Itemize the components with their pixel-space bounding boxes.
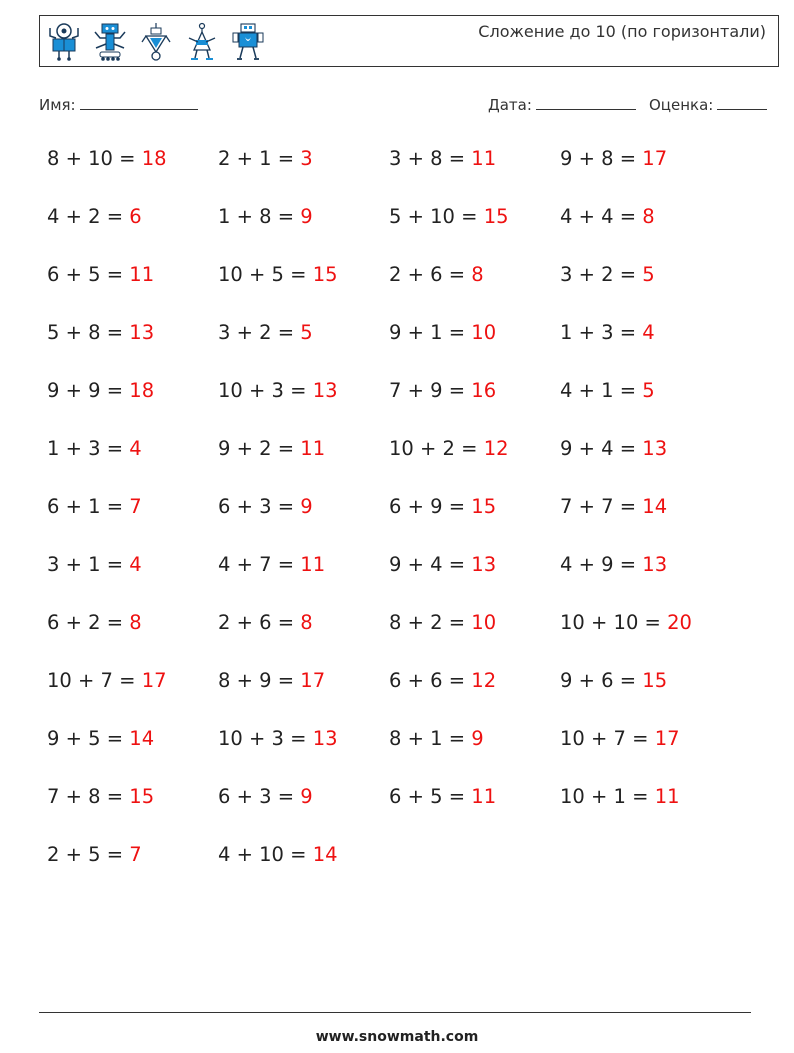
problem-question: 10 + 10 = xyxy=(560,611,661,634)
problem-item xyxy=(389,608,560,638)
problem-answer: 14 xyxy=(312,843,338,866)
problem-answer: 7 xyxy=(129,495,142,518)
problem-answer: 8 xyxy=(642,205,655,228)
problem-item xyxy=(560,666,731,696)
problem-answer: 11 xyxy=(471,147,497,170)
problem-row xyxy=(47,666,747,724)
problem-answer: 17 xyxy=(300,669,326,692)
problem-item xyxy=(218,724,389,754)
problem-item xyxy=(47,318,218,348)
problem-item xyxy=(47,782,218,812)
problem-question: 4 + 1 = xyxy=(560,379,637,402)
problem-row xyxy=(47,260,747,318)
problem-answer: 9 xyxy=(471,727,484,750)
problem-item xyxy=(389,376,560,406)
problem-item xyxy=(47,144,218,174)
problem-row xyxy=(47,202,747,260)
problem-question: 3 + 1 = xyxy=(47,553,124,576)
problem-item xyxy=(389,260,560,290)
problem-item xyxy=(47,724,218,754)
problem-question: 10 + 3 = xyxy=(218,379,307,402)
problem-answer: 14 xyxy=(642,495,668,518)
problem-item xyxy=(218,376,389,406)
problem-item xyxy=(218,144,389,174)
problem-question: 6 + 3 = xyxy=(218,495,295,518)
problem-item xyxy=(218,260,389,290)
problem-answer: 14 xyxy=(129,727,155,750)
problem-answer: 12 xyxy=(483,437,509,460)
problem-answer: 15 xyxy=(471,495,497,518)
problem-question: 10 + 2 = xyxy=(389,437,478,460)
problem-row xyxy=(47,550,747,608)
problem-item xyxy=(560,492,731,522)
problem-answer: 13 xyxy=(312,727,338,750)
problem-answer: 5 xyxy=(642,379,655,402)
problem-answer: 8 xyxy=(129,611,142,634)
problem-row xyxy=(47,434,747,492)
problem-question: 2 + 1 = xyxy=(218,147,295,170)
problem-question: 8 + 9 = xyxy=(218,669,295,692)
problem-row xyxy=(47,492,747,550)
problem-item xyxy=(560,550,731,580)
problem-answer: 8 xyxy=(300,611,313,634)
problem-row xyxy=(47,376,747,434)
problem-item xyxy=(47,202,218,232)
score-label: Оценка: xyxy=(649,96,714,114)
problem-question: 1 + 8 = xyxy=(218,205,295,228)
problem-item xyxy=(560,144,731,174)
problem-answer: 13 xyxy=(471,553,497,576)
problem-answer: 13 xyxy=(642,437,668,460)
problem-answer: 16 xyxy=(471,379,497,402)
problem-row xyxy=(47,782,747,840)
problem-answer: 9 xyxy=(300,205,313,228)
problem-answer: 5 xyxy=(300,321,313,344)
problem-item xyxy=(47,260,218,290)
problem-item xyxy=(560,260,731,290)
problem-answer: 10 xyxy=(471,611,497,634)
problem-answer: 17 xyxy=(642,147,668,170)
problem-row xyxy=(47,608,747,666)
problem-question: 4 + 10 = xyxy=(218,843,307,866)
score-field xyxy=(649,95,767,114)
problem-item xyxy=(389,318,560,348)
footer-url: www.snowmath.com xyxy=(315,1029,479,1045)
problem-item xyxy=(389,666,560,696)
problem-item xyxy=(560,376,731,406)
robot-icons xyxy=(46,22,266,62)
problem-question: 8 + 1 = xyxy=(389,727,466,750)
problem-item xyxy=(560,202,731,232)
problem-question: 10 + 1 = xyxy=(560,785,649,808)
problem-answer: 15 xyxy=(483,205,509,228)
problem-question: 10 + 5 = xyxy=(218,263,307,286)
robot-icon-3 xyxy=(138,22,174,62)
problem-item xyxy=(47,550,218,580)
score-blank[interactable] xyxy=(717,95,767,110)
problem-question: 10 + 3 = xyxy=(218,727,307,750)
problem-question: 9 + 4 = xyxy=(389,553,466,576)
robot-icon-5 xyxy=(230,22,266,62)
problem-item xyxy=(389,202,560,232)
robot-icon-4 xyxy=(184,22,220,62)
name-blank[interactable] xyxy=(80,95,198,110)
worksheet-header xyxy=(39,15,779,67)
name-label: Имя: xyxy=(39,96,76,114)
problem-question: 8 + 10 = xyxy=(47,147,136,170)
problem-item xyxy=(389,782,560,812)
problem-question: 6 + 6 = xyxy=(389,669,466,692)
problem-question: 3 + 2 = xyxy=(218,321,295,344)
problem-row xyxy=(47,318,747,376)
problem-item xyxy=(560,782,731,812)
footer-divider xyxy=(39,1012,751,1013)
problem-item xyxy=(47,376,218,406)
problem-item xyxy=(560,434,731,464)
problem-answer: 17 xyxy=(141,669,167,692)
problem-row xyxy=(47,144,747,202)
problem-question: 2 + 5 = xyxy=(47,843,124,866)
problem-answer: 9 xyxy=(300,495,313,518)
problem-question: 9 + 1 = xyxy=(389,321,466,344)
problem-item xyxy=(218,782,389,812)
problem-answer: 13 xyxy=(129,321,155,344)
problem-answer: 12 xyxy=(471,669,497,692)
problem-answer: 9 xyxy=(300,785,313,808)
problem-grid xyxy=(47,144,747,898)
problem-answer: 18 xyxy=(141,147,167,170)
problem-question: 6 + 2 = xyxy=(47,611,124,634)
problem-item xyxy=(47,434,218,464)
problem-answer: 17 xyxy=(654,727,680,750)
problem-answer: 3 xyxy=(300,147,313,170)
problem-question: 8 + 2 = xyxy=(389,611,466,634)
problem-question: 10 + 7 = xyxy=(560,727,649,750)
problem-question: 3 + 2 = xyxy=(560,263,637,286)
problem-answer: 11 xyxy=(300,437,326,460)
problem-answer: 13 xyxy=(312,379,338,402)
problem-item xyxy=(218,318,389,348)
problem-question: 4 + 7 = xyxy=(218,553,295,576)
problem-question: 4 + 4 = xyxy=(560,205,637,228)
date-field xyxy=(488,95,636,114)
problem-answer: 11 xyxy=(129,263,155,286)
problem-question: 1 + 3 = xyxy=(47,437,124,460)
problem-answer: 18 xyxy=(129,379,155,402)
problem-answer: 6 xyxy=(129,205,142,228)
name-field xyxy=(39,95,198,114)
problem-question: 9 + 5 = xyxy=(47,727,124,750)
robot-icon-1 xyxy=(46,22,82,62)
problem-answer: 15 xyxy=(129,785,155,808)
problem-item xyxy=(389,550,560,580)
problem-question: 7 + 7 = xyxy=(560,495,637,518)
problem-question: 4 + 2 = xyxy=(47,205,124,228)
problem-item xyxy=(47,492,218,522)
problem-item xyxy=(389,144,560,174)
problem-question: 9 + 6 = xyxy=(560,669,637,692)
problem-item xyxy=(560,318,731,348)
worksheet-title: Сложение до 10 (по горизонтали) xyxy=(478,22,766,41)
date-blank[interactable] xyxy=(536,95,636,110)
problem-item xyxy=(47,608,218,638)
robot-icon-2 xyxy=(92,22,128,62)
problem-item xyxy=(218,608,389,638)
problem-question: 1 + 3 = xyxy=(560,321,637,344)
problem-item xyxy=(218,840,389,870)
problem-item xyxy=(389,724,560,754)
problem-question: 9 + 9 = xyxy=(47,379,124,402)
problem-item xyxy=(218,550,389,580)
problem-item xyxy=(218,492,389,522)
problem-question: 2 + 6 = xyxy=(218,611,295,634)
problem-row xyxy=(47,724,747,782)
problem-item xyxy=(47,840,218,870)
problem-question: 7 + 9 = xyxy=(389,379,466,402)
problem-item xyxy=(47,666,218,696)
problem-answer: 20 xyxy=(667,611,692,634)
problem-question: 7 + 8 = xyxy=(47,785,124,808)
problem-question: 4 + 9 = xyxy=(560,553,637,576)
problem-question: 6 + 3 = xyxy=(218,785,295,808)
problem-item xyxy=(218,202,389,232)
problem-answer: 15 xyxy=(312,263,338,286)
problem-item xyxy=(218,434,389,464)
date-label: Дата: xyxy=(488,96,532,114)
problem-question: 9 + 8 = xyxy=(560,147,637,170)
problem-item xyxy=(218,666,389,696)
problem-answer: 10 xyxy=(471,321,497,344)
problem-question: 5 + 10 = xyxy=(389,205,478,228)
problem-item xyxy=(560,724,731,754)
problem-answer: 11 xyxy=(654,785,680,808)
problem-question: 2 + 6 = xyxy=(389,263,466,286)
problem-item xyxy=(389,492,560,522)
problem-question: 6 + 5 = xyxy=(47,263,124,286)
problem-question: 9 + 4 = xyxy=(560,437,637,460)
problem-item xyxy=(389,434,560,464)
problem-answer: 4 xyxy=(642,321,655,344)
problem-question: 5 + 8 = xyxy=(47,321,124,344)
problem-answer: 11 xyxy=(300,553,326,576)
problem-answer: 8 xyxy=(471,263,484,286)
problem-question: 6 + 5 = xyxy=(389,785,466,808)
problem-question: 9 + 2 = xyxy=(218,437,295,460)
problem-answer: 7 xyxy=(129,843,142,866)
problem-item xyxy=(560,608,731,638)
problem-answer: 4 xyxy=(129,437,142,460)
problem-answer: 4 xyxy=(129,553,142,576)
problem-answer: 13 xyxy=(642,553,668,576)
problem-question: 6 + 9 = xyxy=(389,495,466,518)
problem-answer: 5 xyxy=(642,263,655,286)
problem-question: 6 + 1 = xyxy=(47,495,124,518)
problem-answer: 11 xyxy=(471,785,497,808)
problem-question: 3 + 8 = xyxy=(389,147,466,170)
problem-row xyxy=(47,840,747,898)
problem-answer: 15 xyxy=(642,669,668,692)
problem-question: 10 + 7 = xyxy=(47,669,136,692)
